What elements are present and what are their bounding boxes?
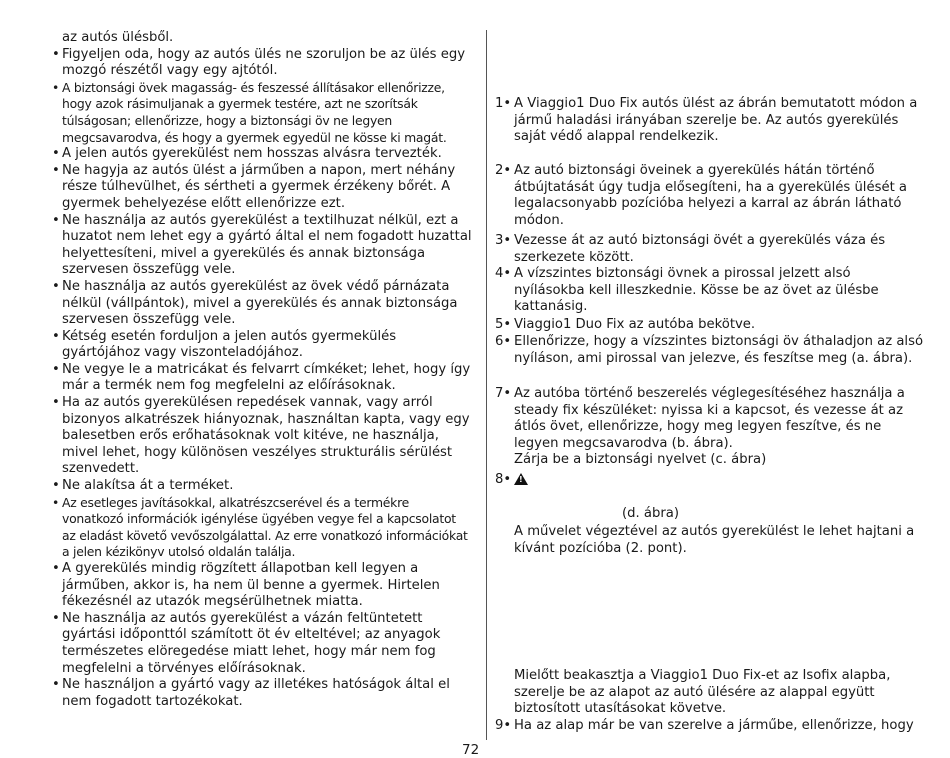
step-number: 2• [495, 163, 512, 178]
isofix-paragraph: Mielőtt beakasztja a Viaggio1 Duo Fix-et az Isofix alapba, szerelje be az alapot az autó ülésére az alappal együtt biztosított utasításokat követve. [514, 668, 891, 717]
step-item [495, 472, 925, 490]
column-divider [486, 30, 487, 740]
step-item [495, 386, 925, 469]
bullet-item: • A gyerekülés mindig rögzített állapotban kell legyen a járműben, akkor is, ha nem ül benne a gyermek. Hirtelen fékezésnél az utazók megsérülhetnek miatta. [52, 561, 472, 611]
step-text: Ha az alap már be van szerelve a járműbe, ellenőrizze, hogy [514, 718, 914, 733]
step-item [495, 96, 925, 146]
step-text [514, 472, 925, 490]
step-text: Az autóba történő beszerelés véglegesítéséhez használja a steady fix készüléket: nyissa ki a kapcsot, és vezesse át az átlós övet, ellenőrizze, hogy meg legyen feszítve, és ne legyen megcsavarodva (b. ábra). [514, 386, 905, 451]
step-number: 8• [495, 472, 512, 487]
step-number: 5• [495, 317, 512, 332]
step-number: 4• [495, 266, 512, 281]
after-figure-text: A művelet végeztével az autós gyerekülést le lehet hajtani a kívánt pozícióba (2. pont). [514, 524, 915, 556]
bullet-item: • Ne használja az autós gyerekülést a vázán feltüntetett gyártási időponttól számított öt év elteltével; az anyagok természetes elöregedése miatt lehet, hogy már nem fog megfelelni a törvényes előírásoknak. [52, 611, 472, 677]
step-number: 1• [495, 96, 512, 111]
lead-text: az autós ülésből. [62, 30, 174, 45]
step-item [495, 233, 925, 266]
bullet-item: • Ne vegye le a matricákat és felvarrt címkéket; lehet, hogy így már a termék nem fog megfelelni az előírásoknak. [52, 362, 472, 395]
bullet-item: • Ha az autós gyerekülésen repedések vannak, vagy arról bizonyos alkatrészek hiányoznak, használtan kapta, vagy egy balesetben erős erőhatásoknak volt kitéve, ne használja, mivel lehet, hogy különösen veszélyes strukturális sérülést szenvedett. [52, 395, 472, 478]
step-7-extra-text: Zárja be a biztonsági nyelvet (c. ábra) [514, 452, 767, 468]
step-text: Vezesse át az autó biztonsági övét a gyerekülés váza és szerkezete között. [514, 233, 886, 265]
left-column [52, 30, 472, 710]
figure-d-label: (d. ábra) [622, 506, 679, 521]
bullet-item: • Ne alakítsa át a terméket. [52, 478, 472, 495]
step-text: A Viaggio1 Duo Fix autós ülést az ábrán bemutatott módon a jármű haladási irányában szerelje be. Az autós gyerekülés saját védő alappal rendelkezik. [514, 96, 918, 145]
step-text: Az autó biztonsági öveinek a gyerekülés hátán történő átbújtatását úgy tudja elősegíteni, ha a gyerekülés ülését a legalacsonyabb pozícióba helyezi a karral az ábrán látható módon. [514, 163, 908, 228]
step-text: A vízszintes biztonsági övnek a pirossal jelzett alsó nyílásokba kell illeszkednie. Kösse be az övet az ülésbe kattanásig. [514, 266, 879, 315]
step-number: 7• [495, 386, 512, 401]
step-text: Viaggio1 Duo Fix az autóba bekötve. [514, 317, 756, 332]
step-item [495, 334, 925, 367]
step-text: Ellenőrizze, hogy a vízszintes biztonsági öv áthaladjon az alsó nyíláson, ami pirossal van jelezve, és feszítse meg (a. ábra). [514, 334, 924, 366]
warning-triangle-icon [514, 473, 528, 485]
step-number: 9• [495, 718, 512, 733]
bullet-item: • Ne használjon a gyártó vagy az illetékes hatóságok által el nem fogadott tartozékokat. [52, 677, 472, 710]
bullet-item: • Kétség esetén forduljon a jelen autós gyermekülés gyártójához vagy viszonteladójához. [52, 329, 472, 362]
step-item [495, 718, 925, 735]
page-number: 72 [462, 742, 480, 758]
bullet-item: • A biztonsági övek magasság- és feszessé állításakor ellenőrizze, hogy azok rásimuljanak a gyermek testére, azt ne szorítsák túlságosan; ellenőrizze, hogy a biztonsági öv ne legyen megcsavarodva, és hogy a gyermek egyedül ne kösse ki magát. [52, 80, 472, 146]
step-number: 6• [495, 334, 512, 349]
bullet-item: • Ne használja az autós gyerekülést az övek védő párnázata nélkül (vállpántok), mivel a gyerekülés és annak biztonsága szervesen összefügg vele. [52, 279, 472, 329]
bullet-item: • A jelen autós gyerekülést nem hosszas alvásra tervezték. [52, 146, 472, 163]
step-item [495, 266, 925, 316]
step-item [495, 317, 925, 334]
bullet-item: • Az esetleges javításokkal, alkatrészcserével és a termékre vonatkozó információk igénylése ügyében vegye fel a kapcsolatot az eladást követő vevőszolgálattal. Az erre vonatkozó információkat a jelen kézikönyv utolsó oldalán találja. [52, 495, 472, 561]
bullet-item: • Ne hagyja az autós ülést a járműben a napon, mert néhány része túlhevülhet, és sértheti a gyermek érzékeny bőrét. A gyermek behelyezése előtt ellenőrizze ezt. [52, 163, 472, 213]
bullet-item: • Figyeljen oda, hogy az autós ülés ne szoruljon be az ülés egy mozgó részétől vagy egy ajtótól. [52, 47, 472, 80]
step-number: 3• [495, 233, 512, 248]
bullet-item: • Ne használja az autós gyerekülést a textilhuzat nélkül, ezt a huzatot nem lehet egy a gyártó által el nem fogadott huzattal helyettesíteni, mivel a gyerekülés és annak biztonsága szervesen összefügg vele. [52, 213, 472, 279]
step-item [495, 163, 925, 229]
